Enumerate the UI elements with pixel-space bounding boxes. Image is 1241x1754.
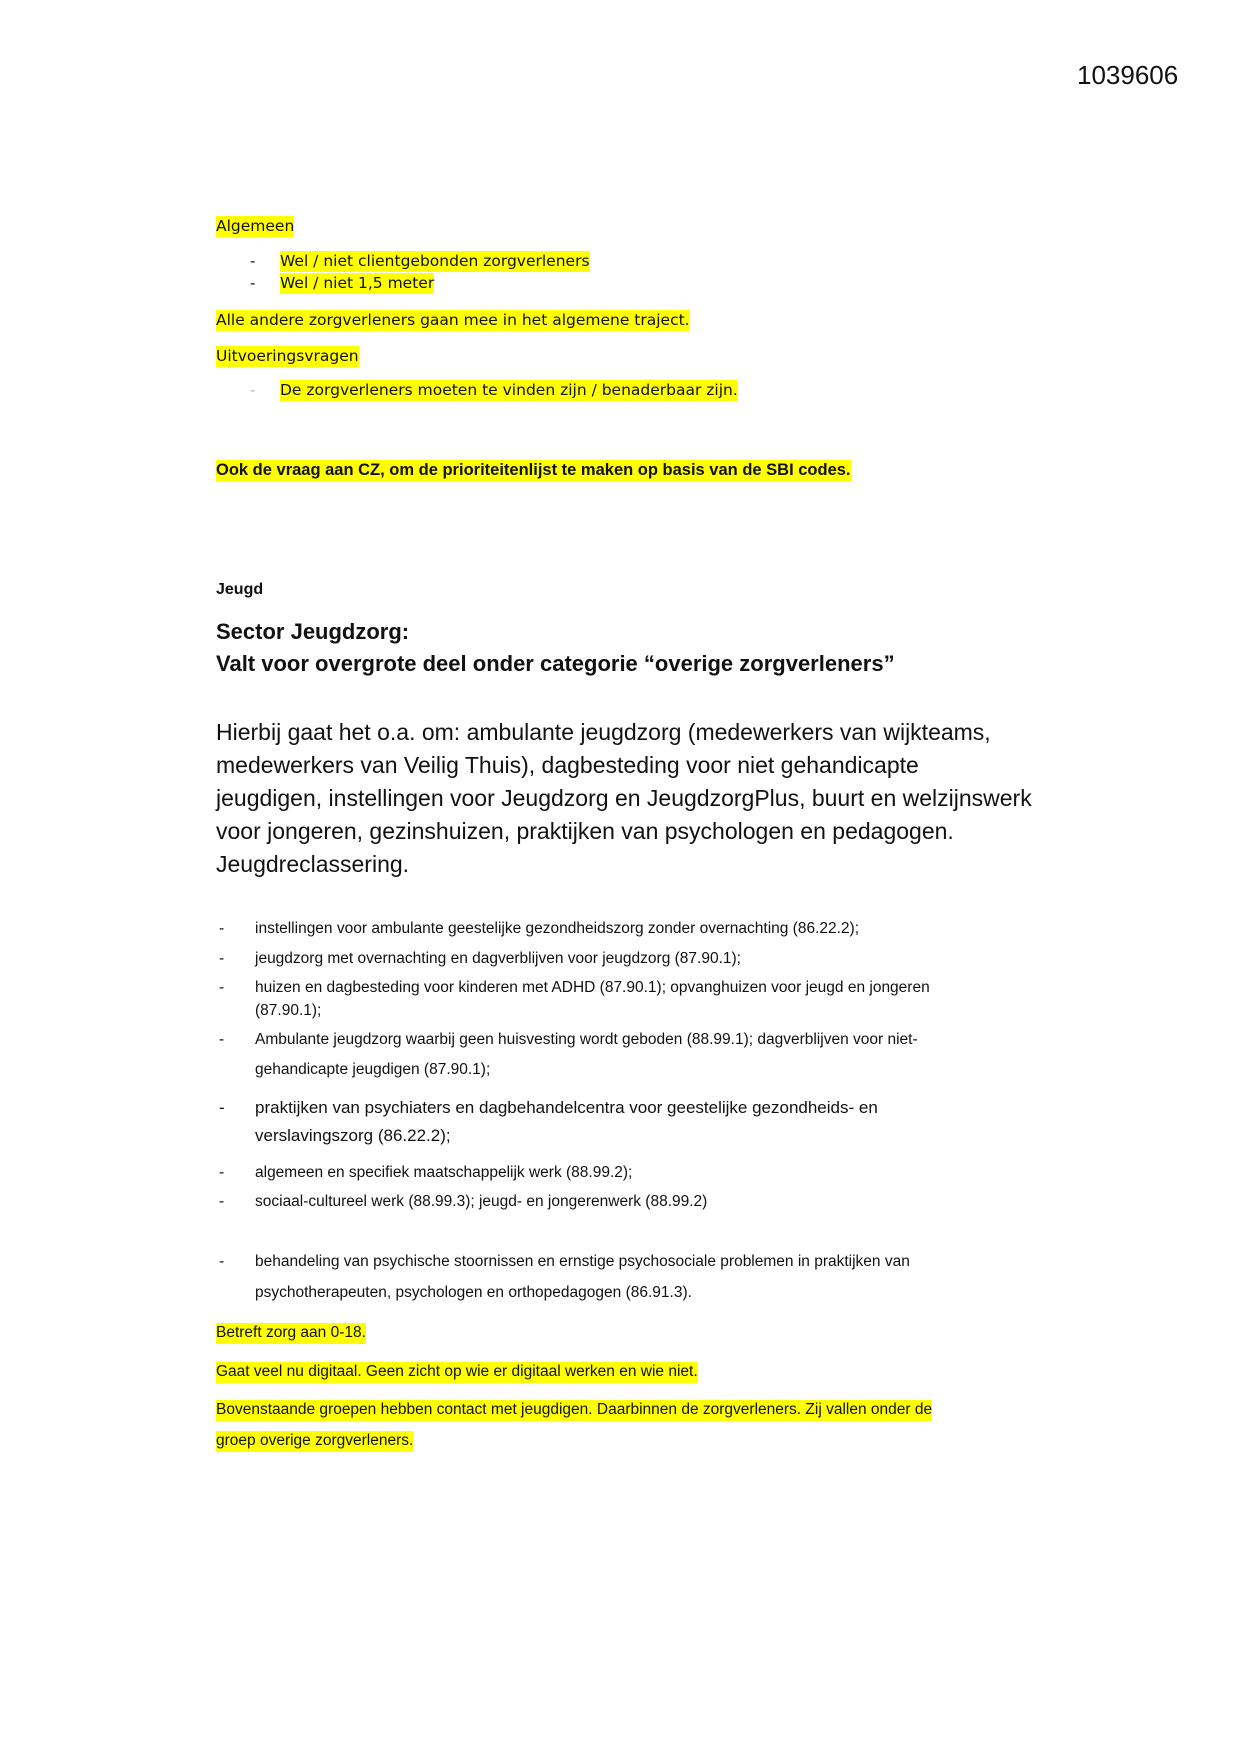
list-item: algemeen en specifiek maatschappelijk werk (88.99.2); [255,1164,633,1181]
paragraph-line: jeugdigen, instellingen voor Jeugdzorg en JeugdzorgPlus, buurt en welzijnswerk [216,785,1032,811]
list-item-cont: psychotherapeuten, psychologen en orthopedagogen (86.91.3). [255,1284,692,1301]
paragraph-line: Hierbij gaat het o.a. om: ambulante jeugdzorg (medewerkers van wijkteams, [216,719,991,745]
list-item: behandeling van psychische stoornissen en ernstige psychosociale problemen in praktijken van [255,1253,910,1270]
list-dash: - [219,950,225,967]
list-item: jeugdzorg met overnachting en dagverblijven voor jeugdzorg (87.90.1); [255,950,741,967]
list-item: huizen en dagbesteding voor kinderen met ADHD (87.90.1); opvanghuizen voor jeugd en jongeren [255,979,930,996]
paragraph-line: medewerkers van Veilig Thuis), dagbesteding voor niet gehandicapte [216,752,919,778]
sector-subtitle: Valt voor overgrote deel onder categorie “overige zorgverleners” [216,651,895,676]
list-dash: - [219,1164,225,1181]
heading-uitvoeringsvragen: Uitvoeringsvragen [216,347,359,365]
list-item: Ambulante jeugdzorg waarbij geen huisvesting wordt geboden (88.99.1); dagverblijven voor niet- [255,1031,918,1048]
note: Bovenstaande groepen hebben contact met jeugdigen. Daarbinnen de zorgverleners. Zij vallen onder de [216,1400,932,1421]
document-id: 1039606 [1077,60,1179,90]
paragraph-line: voor jongeren, gezinshuizen, praktijken van psychologen en pedagogen. [216,818,954,844]
list-item-cont: verslavingszorg (86.22.2); [255,1126,451,1145]
list-item-cont: (87.90.1); [255,1002,322,1019]
list-dash: - [219,1253,225,1270]
paragraph-line: Jeugdreclassering. [216,851,410,877]
heading-algemeen: Algemeen [216,217,295,235]
note: Betreft zorg aan 0-18. [216,1323,366,1344]
bullet-item: Wel / niet clientgebonden zorgverleners [280,252,590,270]
sector-title: Sector Jeugdzorg: [216,619,410,644]
bullet-item: Wel / niet 1,5 meter [280,274,435,292]
bullet-item: De zorgverleners moeten te vinden zijn / benaderbaar zijn. [280,381,738,399]
list-item: instellingen voor ambulante geestelijke gezondheidszorg zonder overnachting (86.22.2); [255,920,860,937]
list-dash: - [219,1193,225,1210]
statement: Alle andere zorgverleners gaan mee in het algemene traject. [216,311,690,329]
list-dash: - [219,1098,225,1117]
list-item: praktijken van psychiaters en dagbehandelcentra voor geestelijke gezondheids- en [255,1098,878,1117]
list-item: sociaal-cultureel werk (88.99.3); jeugd- en jongerenwerk (88.99.2) [255,1193,708,1210]
note: Gaat veel nu digitaal. Geen zicht op wie er digitaal werken en wie niet. [216,1362,698,1383]
list-item-cont: gehandicapte jeugdigen (87.90.1); [255,1061,491,1078]
bullet-dash: - [250,381,256,399]
list-dash: - [219,920,225,937]
cz-question: Ook de vraag aan CZ, om de prioriteitenlijst te maken op basis van de SBI codes. [216,460,851,482]
list-dash: - [219,1031,225,1048]
bullet-dash: - [250,274,256,292]
bullet-dash: - [250,252,256,270]
note: groep overige zorgverleners. [216,1431,413,1452]
list-dash: - [219,979,225,996]
heading-jeugd: Jeugd [216,581,264,598]
